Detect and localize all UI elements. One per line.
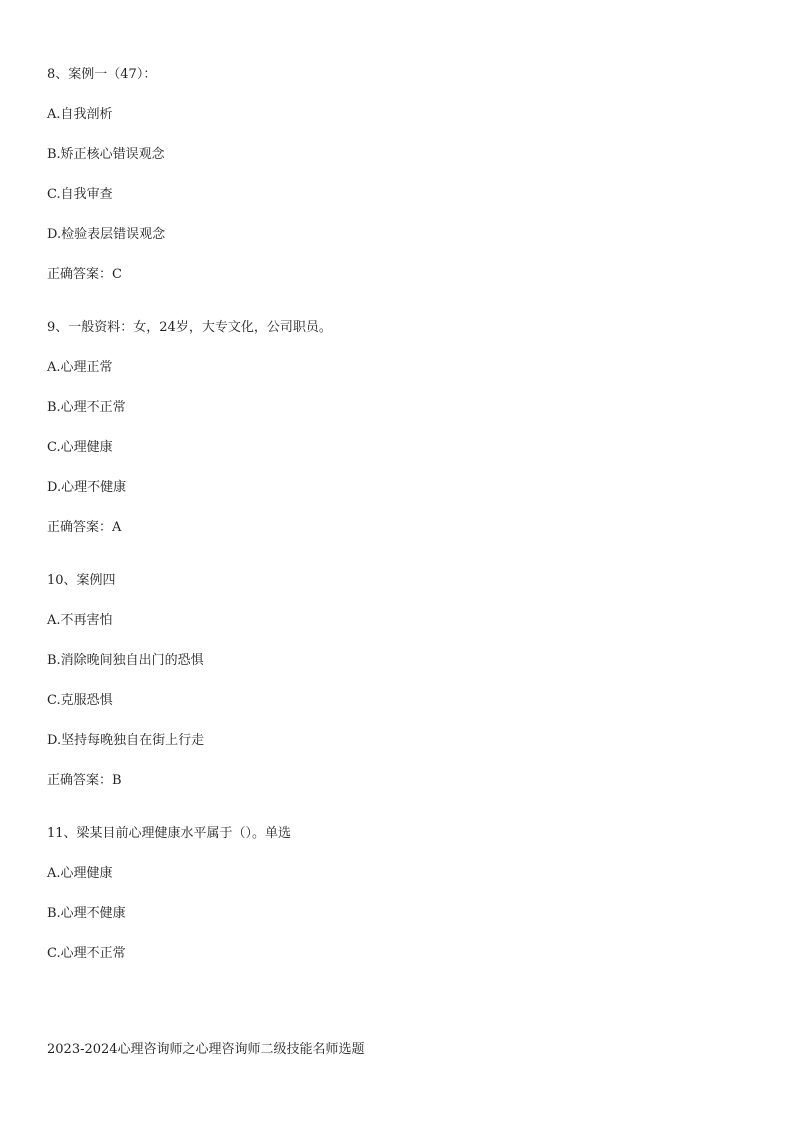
question-9-answer: 正确答案：A <box>47 520 122 535</box>
question-10-stem: 10、案例四 <box>47 573 116 588</box>
question-9-stem: 9、一般资料：女，24岁，大专文化，公司职员。 <box>47 320 332 335</box>
question-10-answer: 正确答案：B <box>47 773 122 788</box>
question-8-answer: 正确答案：C <box>47 267 122 282</box>
question-9-option-b: B.心理不正常 <box>47 400 126 415</box>
question-10-option-a: A.不再害怕 <box>47 613 113 628</box>
question-11-option-b: B.心理不健康 <box>47 906 126 921</box>
question-11-stem: 11、梁某目前心理健康水平属于（）。单选 <box>47 826 292 841</box>
question-11-option-a: A.心理健康 <box>47 866 113 881</box>
question-10-option-b: B.消除晚间独自出门的恐惧 <box>47 653 204 668</box>
question-8-stem: 8、案例一（47）： <box>47 67 157 82</box>
question-8-option-b: B.矫正核心错误观念 <box>47 147 165 162</box>
question-10-option-c: C.克服恐惧 <box>47 693 113 708</box>
question-8-option-d: D.检验表层错误观念 <box>47 227 166 242</box>
question-8-option-c: C.自我审查 <box>47 187 113 202</box>
question-9-option-c: C.心理健康 <box>47 440 113 455</box>
page-footer: 2023-2024心理咨询师之心理咨询师二级技能名师选题 <box>47 1042 365 1057</box>
question-8-option-a: A.自我剖析 <box>47 107 113 122</box>
question-10-option-d: D.坚持每晚独自在街上行走 <box>47 733 205 748</box>
question-9-option-d: D.心理不健康 <box>47 480 127 495</box>
question-11-option-c: C.心理不正常 <box>47 946 126 961</box>
question-9-option-a: A.心理正常 <box>47 360 113 375</box>
